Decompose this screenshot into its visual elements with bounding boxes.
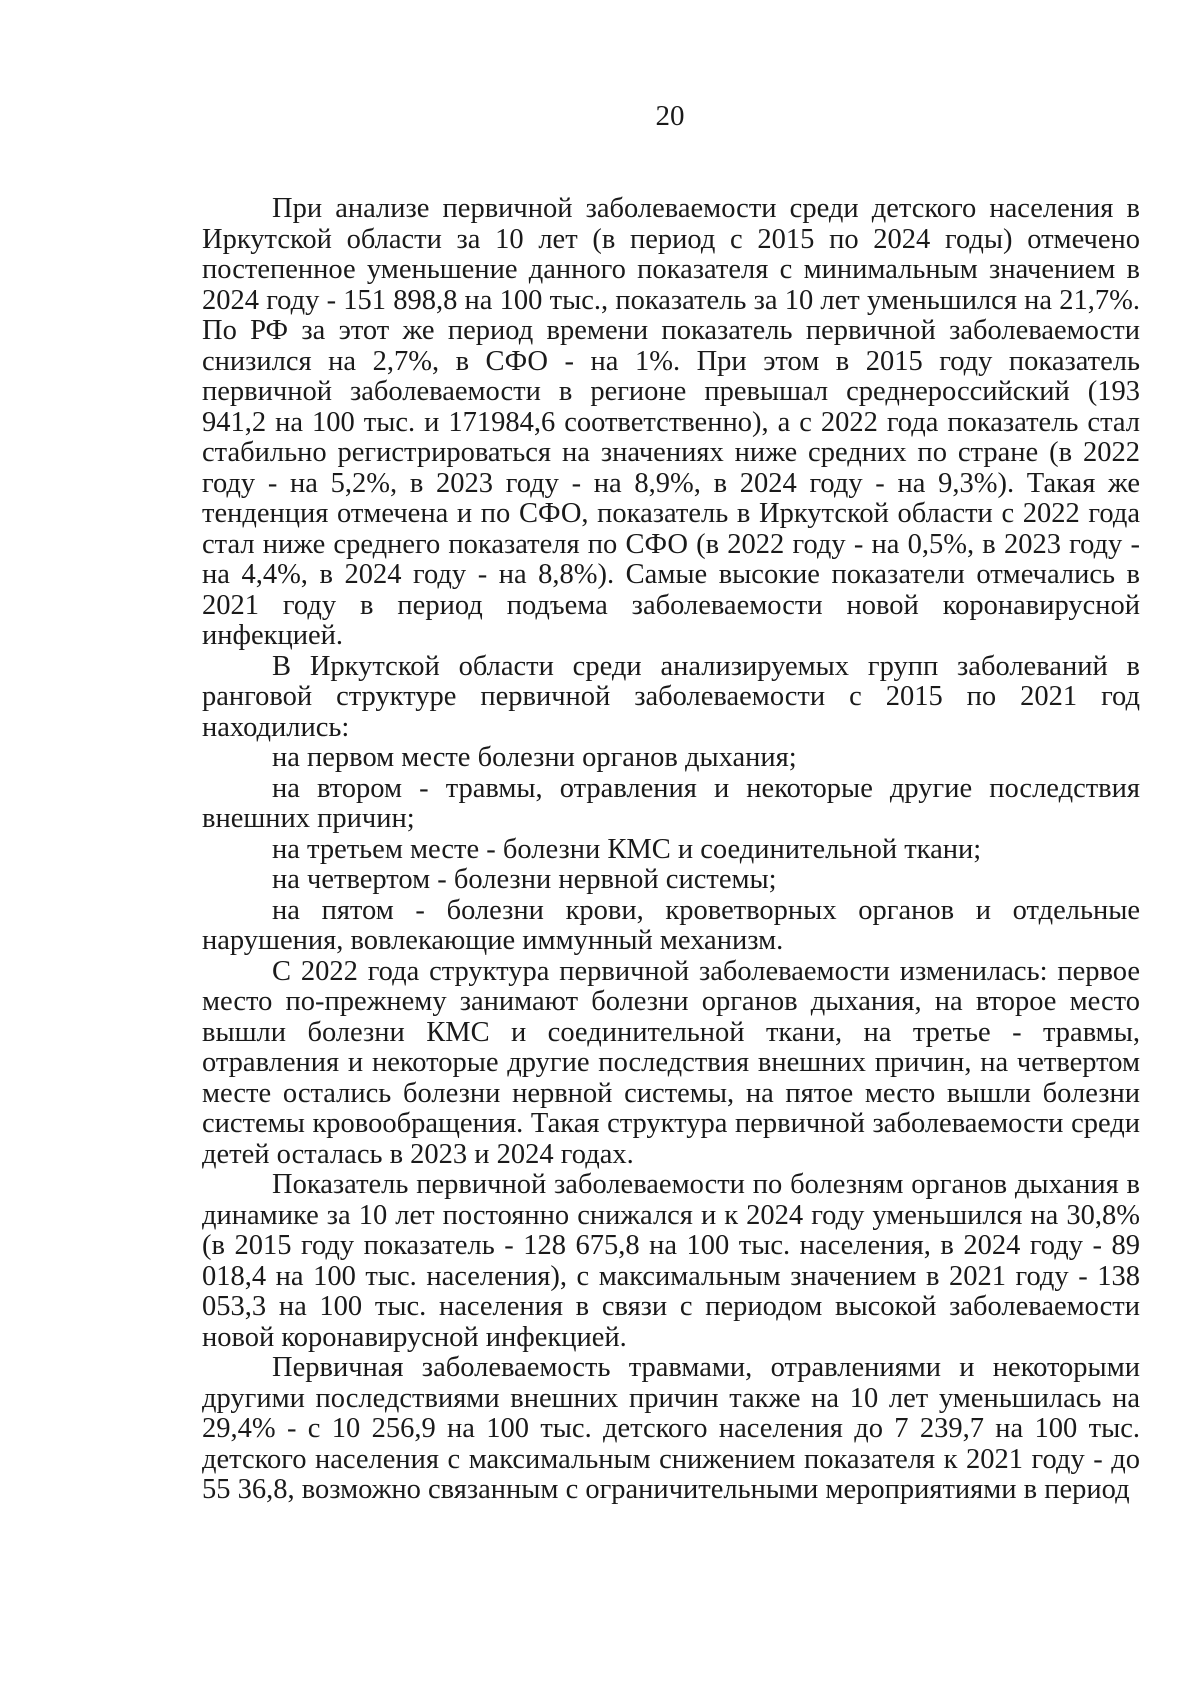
ranking-item-fourth: на четвертом - болезни нервной системы; bbox=[272, 864, 777, 895]
document-body bbox=[202, 194, 1140, 1506]
paragraph-ranking-intro: В Иркутской области среди анализируемых групп заболеваний в ранговой структуре первичной заболеваемости с 2015 по 2021 год находились: bbox=[202, 650, 1140, 743]
ranking-item-second: на втором - травмы, отравления и некоторые другие последствия внешних причин; bbox=[202, 772, 1140, 834]
paragraph-injuries: Первичная заболеваемость травмами, отравлениями и некоторыми другими последствиями внешних причин также на 10 лет уменьшилась на 29,4% - с 10 256,9 на 100 тыс. детского населения до 7 239,7 на 100 тыс. детского населения с максимальным снижением показателя к 2021 году - до 55 36,8, возможно связанным с ограничительными мероприятиями в период bbox=[202, 1352, 1140, 1505]
paragraph-structure-change: С 2022 года структура первичной заболеваемости изменилась: первое место по-прежнему занимают болезни органов дыхания, на второе место вышли болезни КМС и соединительной ткани, на третье - травмы, отравления и некоторые другие последствия внешних причин, на четвертом месте остались болезни нервной системы, на пятое место вышли болезни системы кровообращения. Такая структура первичной заболеваемости среди детей осталась в 2023 и 2024 годах. bbox=[202, 955, 1140, 1170]
ranking-item-first: на первом месте болезни органов дыхания; bbox=[272, 742, 797, 773]
ranking-item-third: на третьем месте - болезни КМС и соединительной ткани; bbox=[272, 833, 982, 865]
ranking-item-fifth: на пятом - болезни крови, кроветворных органов и отдельные нарушения, вовлекающие иммунный механизм. bbox=[202, 894, 1140, 956]
page-number: 20 bbox=[655, 100, 685, 132]
paragraph-incidence-overview: При анализе первичной заболеваемости среди детского населения в Иркутской области за 10 лет (в период с 2015 по 2024 годы) отмечено постепенное уменьшение данного показателя с минимальным значением в 2024 году - 151 898,8 на 100 тыс., показатель за 10 лет уменьшился на 21,7%. По РФ за этот же период времени показатель первичной заболеваемости снизился на 2,7%, в СФО - на 1%. При этом в 2015 году показатель первичной заболеваемости в регионе превышал среднероссийский (193 941,2 на 100 тыс. и 171984,6 соответственно), а с 2022 года показатель стал стабильно регистрироваться на значениях ниже средних по стране (в 2022 году - на 5,2%, в 2023 году - на 8,9%, в 2024 году - на 9,3%). Такая же тенденция отмечена и по СФО, показатель в Иркутской области с 2022 года стал ниже среднего показателя по СФО (в 2022 году - на 0,5%, в 2023 году - на 4,4%, в 2024 году - на 8,8%). Самые высокие показатели отмечались в 2021 году в период подъема заболеваемости новой коронавирусной инфекцией. bbox=[202, 193, 1140, 651]
paragraph-respiratory: Показатель первичной заболеваемости по болезням органов дыхания в динамике за 10 лет постоянно снижался и к 2024 году уменьшился на 30,8% (в 2015 году показатель - 128 675,8 на 100 тыс. населения, в 2024 году - 89 018,4 на 100 тыс. населения), с максимальным значением в 2021 году - 138 053,3 на 100 тыс. населения в связи с периодом высокой заболеваемости новой коронавирусной инфекцией. bbox=[202, 1169, 1140, 1353]
